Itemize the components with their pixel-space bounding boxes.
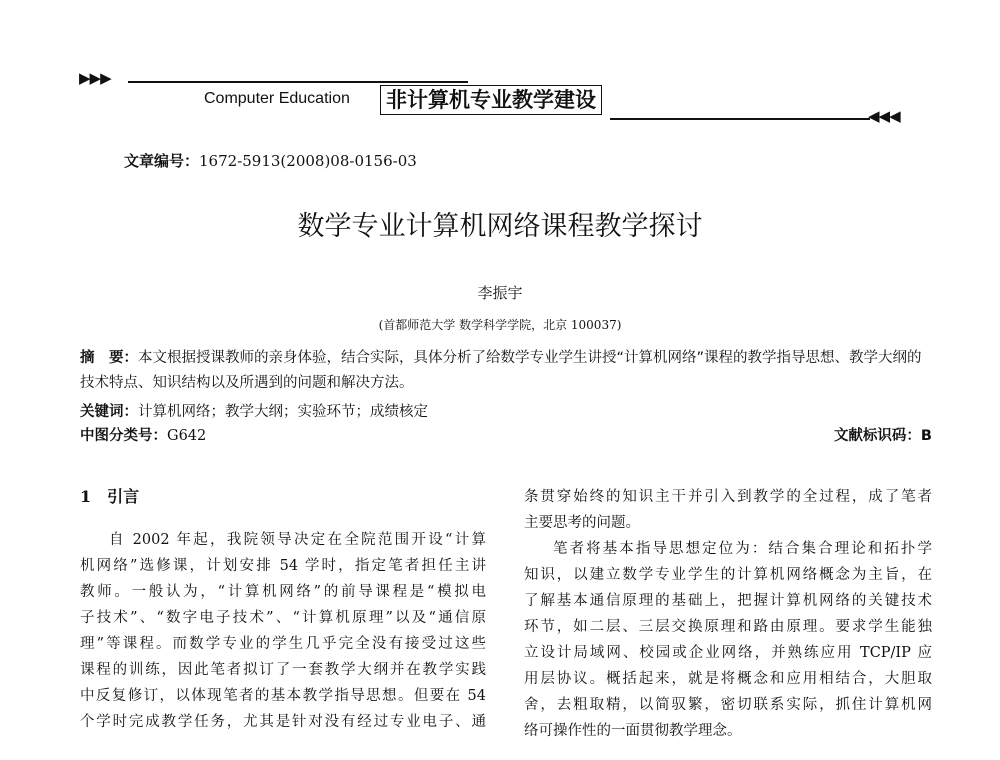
section-heading: 1 引言 (80, 487, 140, 506)
body-line: 用层协议。概括起来，就是将概念和应用相结合，大胆取 (524, 671, 932, 687)
body-line: 理”等课程。而数学专业的学生几乎完全没有接受过这些 (80, 636, 486, 652)
journal-section-cn: 非计算机专业教学建设 (380, 85, 602, 115)
body-line: 笔者将基本指导思想定位为：结合集合理论和拓扑学 (553, 541, 932, 557)
affiliation: (首都师范大学 数学科学学院，北京 100037) (378, 318, 622, 332)
right-column (524, 484, 932, 744)
body-line: 立设计局域网、校园或企业网络，并熟练应用 TCP/IP 应 (524, 645, 932, 661)
author: 李振宇 (477, 284, 523, 302)
keywords-value: 计算机网络；教学大纲；实验环节；成绩核定 (138, 404, 428, 420)
body-line: 条贯穿始终的知识主干并引入到教学的全过程，成了笔者 (524, 489, 932, 505)
body-line: 机网络”选修课，计划安排 54 学时，指定笔者担任主讲 (80, 558, 486, 574)
body-line: 主要思考的问题。 (524, 515, 640, 531)
journal-section-en: Computer Education (204, 90, 350, 107)
clc-value: G642 (167, 428, 207, 444)
keywords (80, 400, 428, 421)
keywords-label: 关键词： (80, 404, 138, 420)
abstract-label: 摘 要： (80, 350, 138, 366)
clc-number (80, 424, 206, 445)
clc-label: 中图分类号： (80, 428, 167, 444)
header-arrows-left: ▶▶▶ (79, 69, 111, 87)
document-code: 文献标识码：B (833, 428, 932, 444)
left-column (80, 527, 486, 735)
abstract (80, 346, 932, 396)
body-line: 教师。一般认为，“计算机网络”的前导课程是“模拟电 (80, 584, 486, 600)
body-line: 中反复修订，以体现笔者的基本教学指导思想。但要在 54 (80, 688, 486, 704)
body-line: 舍，去粗取精，以简驭繁，密切联系实际，抓住计算机网 (524, 697, 932, 713)
abstract-text: 本文根据授课教师的亲身体验，结合实际，具体分析了给数学专业学生讲授“计算机网络”课程的教学指导思想、教学大纲的技术特点、知识结构以及所遇到的问题和解决方法。 (80, 350, 922, 391)
body-line: 络可操作性的一面贯彻教学理念。 (524, 723, 742, 739)
body-line: 子技术”、“数字电子技术”、“计算机原理”以及“通信原 (80, 610, 486, 626)
body-line: 个学时完成教学任务，尤其是针对没有经过专业电子、通 (80, 714, 486, 730)
body-line: 自 2002 年起，我院领导决定在全院范围开设“计算 (109, 532, 486, 548)
header-rule-top (128, 81, 468, 83)
body-line: 环节，如二层、三层交换原理和路由原理。要求学生能独 (524, 619, 932, 635)
paper-title: 数学专业计算机网络课程教学探讨 (297, 211, 703, 242)
header-arrows-right: ◀◀◀ (868, 107, 900, 125)
body-line: 了解基本通信原理的基础上，把握计算机网络的关键技术 (524, 593, 932, 609)
body-line: 知识，以建立数学专业学生的计算机网络概念为主旨，在 (524, 567, 932, 583)
article-id-label: 文章编号： (124, 152, 200, 170)
header-rule-bottom (610, 118, 870, 120)
article-id-value: 1672-5913(2008)08-0156-03 (199, 152, 417, 170)
body-line: 课程的训练，因此笔者拟订了一套教学大纲并在教学实践 (80, 662, 486, 678)
article-id (124, 150, 417, 171)
